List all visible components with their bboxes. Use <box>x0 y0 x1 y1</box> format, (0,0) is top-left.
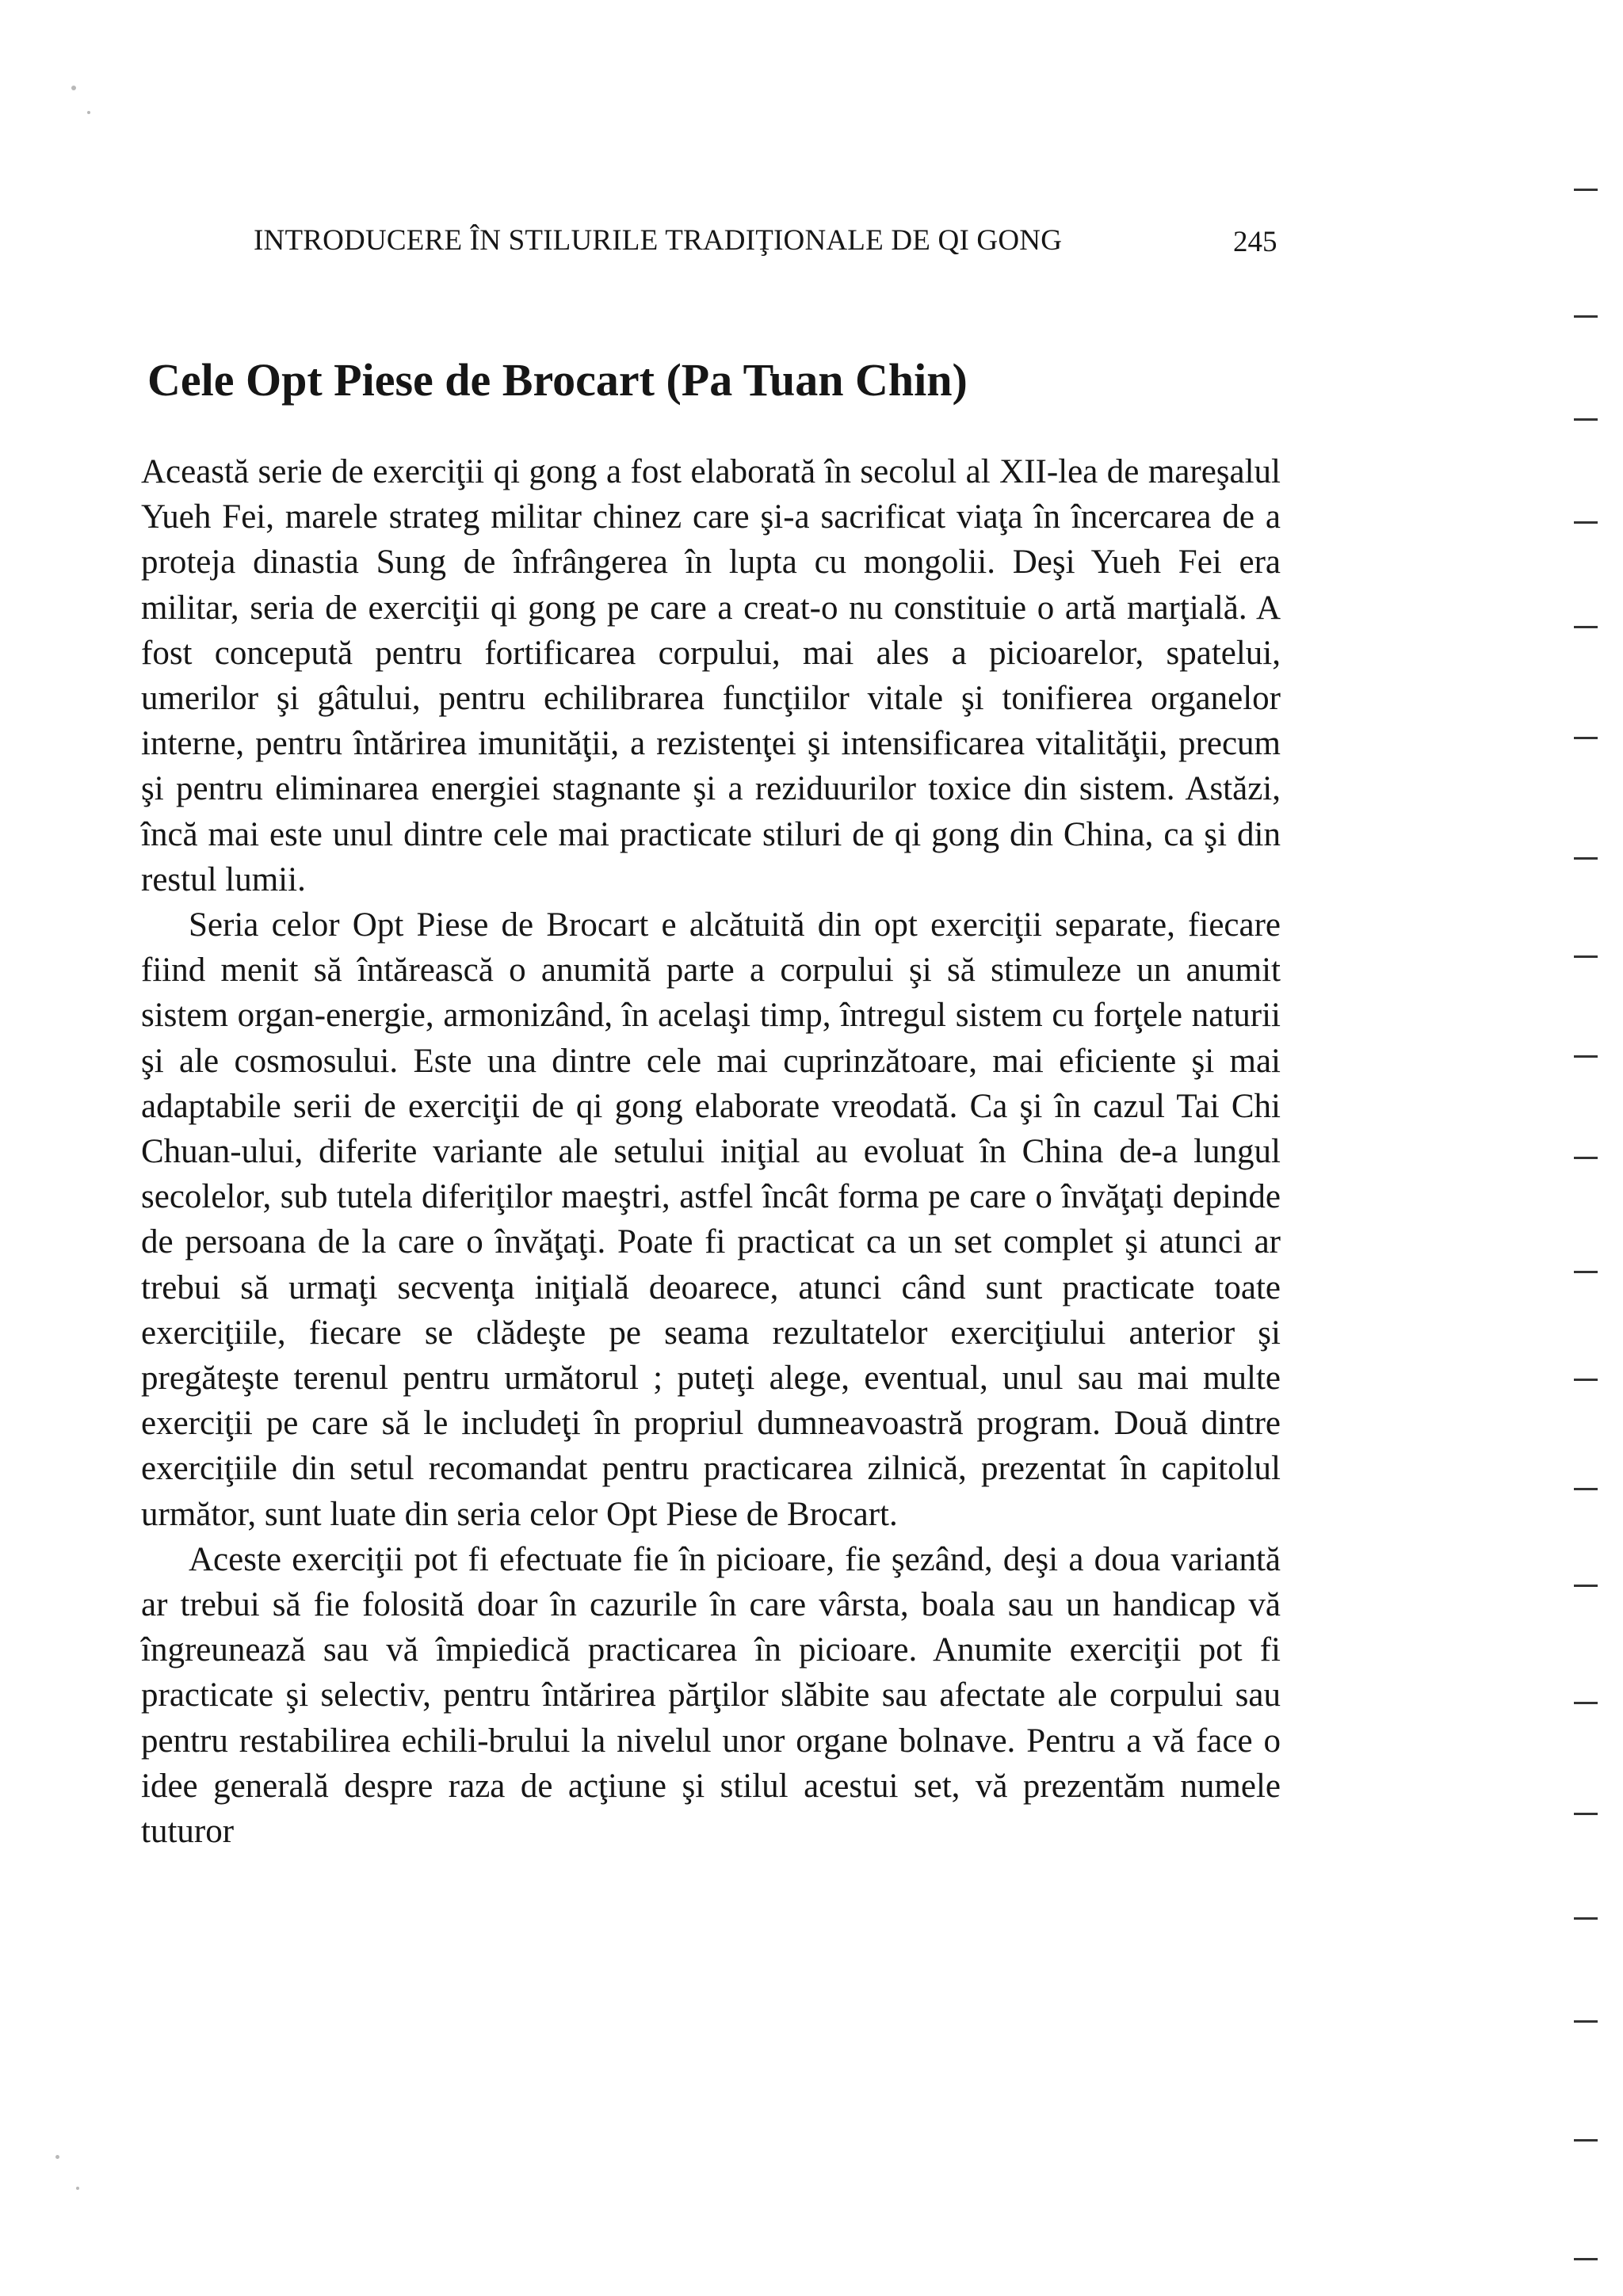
margin-mark <box>1574 1055 1598 1058</box>
margin-mark <box>1574 1379 1598 1381</box>
section-title: Cele Opt Piese de Brocart (Pa Tuan Chin) <box>147 354 968 406</box>
margin-mark <box>1574 1702 1598 1704</box>
paragraph-1: Această serie de exerciţii qi gong a fost elaborată în secolul al XII-lea de mareşalul Yueh Fei, marele strateg militar chinez care şi-a sacrificat viaţa în încercarea de a proteja dinastia Sung de înfrângerea în lupta cu mongolii. Deşi Yueh Fei era militar, seria de exerciţii qi gong pe care a creat-o nu constituie o artă marţială. A fost concepută pentru fortificarea corpului, mai ales a picioarelor, spatelui, umerilor şi gâtului, pentru echilibrarea funcţiilor vitale şi tonifierea organelor interne, pentru întărirea imunităţii, a rezistenţei şi intensificarea vitalităţii, precum şi pentru eliminarea energiei stagnante şi a reziduurilor toxice din sistem. Astăzi, încă mai este unul dintre cele mai practicate stiluri de qi gong din China, ca şi din restul lumii. <box>141 453 1281 898</box>
margin-mark <box>1574 521 1598 524</box>
margin-mark <box>1574 1488 1598 1490</box>
margin-mark <box>1574 1157 1598 1159</box>
running-head: INTRODUCERE ÎN STILURILE TRADIŢIONALE DE QI GONG <box>254 224 1063 257</box>
margin-mark <box>1574 315 1598 318</box>
margin-mark <box>1574 1271 1598 1273</box>
margin-mark <box>1574 2139 1598 2142</box>
margin-mark <box>1574 1917 1598 1920</box>
scan-speck <box>76 2187 79 2190</box>
paragraph-2: Seria celor Opt Piese de Brocart e alcătuită din opt exerciţii separate, fiecare fiind menit să întărească o anumită parte a corpului şi să stimuleze un anumit sistem organ-energie, armonizând, în acelaşi timp, întregul sistem cu forţele naturii şi ale cosmosului. Este una dintre cele mai cuprinzătoare, mai eficiente şi mai adaptabile serii de exerciţii de qi gong elaborate vreodată. Ca şi în cazul Tai Chi Chuan-ului, diferite variante ale setului iniţial au evoluat în China de-a lungul secolelor, sub tutela diferiţilor maeştri, astfel încât forma pe care o învăţaţi depinde de persoana de la care o învăţaţi. Poate fi practicat ca un set complet şi atunci ar trebui să urmaţi secvenţa iniţială deoarece, atunci când sunt practicate toate exerciţiile, fiecare se clădeşte pe seama rezultatelor exerciţiului anterior şi pregăteşte terenul pentru următorul ; puteţi alege, eventual, unul sau mai multe exerciţii pe care să le includeţi în propriul dumneavoastră program. Două dintre exerciţiile din setul recomandat pentru practicarea zilnică, prezentat în capitolul următor, sunt luate din seria celor Opt Piese de Brocart. <box>141 906 1281 1533</box>
paragraph-3: Aceste exerciţii pot fi efectuate fie în picioare, fie şezând, deşi a doua variantă ar trebui să fie folosită doar în cazurile în care vârsta, boala sau un handicap vă îngreunează sau vă împiedică practicarea în picioare. Anumite exerciţii pot fi practicate şi selectiv, pentru întărirea părţilor slăbite sau afectate ale corpului sau pentru restabilirea echili-brului la nivelul unor organe bolnave. Pentru a vă face o idee generală despre raza de acţiune şi stilul acestui set, vă prezentăm numele tuturor <box>141 1540 1281 1851</box>
margin-mark <box>1574 955 1598 958</box>
page-number: 245 <box>1233 226 1277 258</box>
body-text <box>141 449 1281 1854</box>
scan-speck <box>55 2155 59 2159</box>
scan-margin-marks <box>1553 0 1623 2296</box>
margin-mark <box>1574 2020 1598 2023</box>
margin-mark <box>1574 626 1598 628</box>
scan-speck <box>87 111 90 114</box>
margin-mark <box>1574 737 1598 739</box>
margin-mark <box>1574 1585 1598 1587</box>
margin-mark <box>1574 857 1598 860</box>
margin-mark <box>1574 1813 1598 1815</box>
margin-mark <box>1574 2258 1598 2260</box>
margin-mark <box>1574 189 1598 191</box>
scan-speck <box>71 86 76 90</box>
margin-mark <box>1574 418 1598 421</box>
